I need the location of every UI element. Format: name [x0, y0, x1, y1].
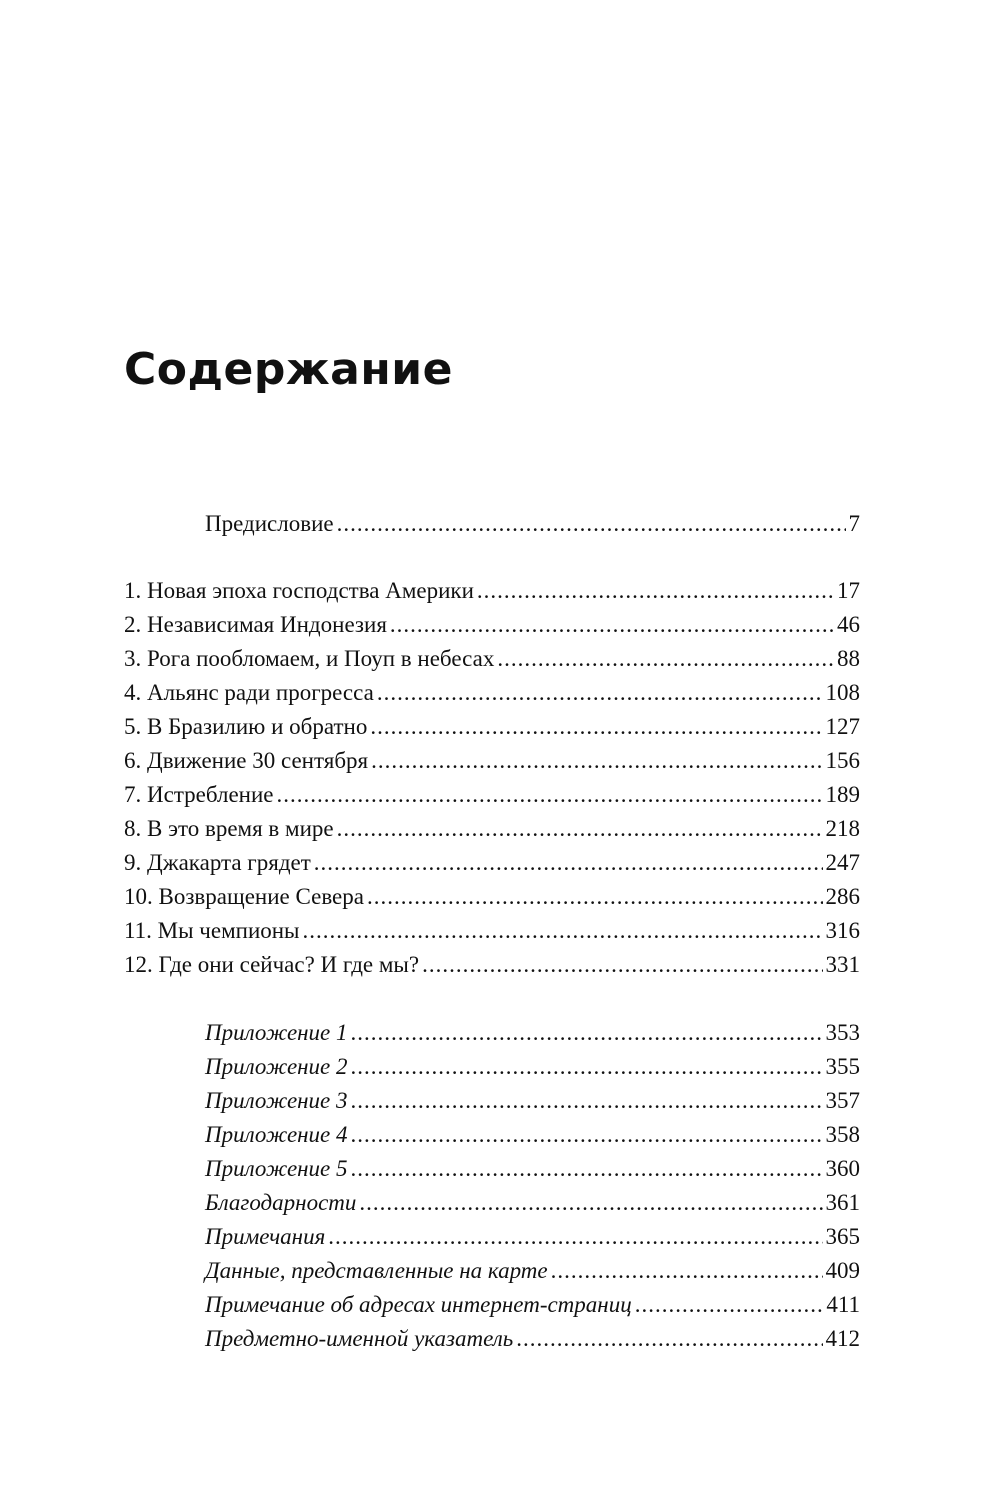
toc-entry-label: Примечания: [205, 1224, 326, 1249]
toc-entry-appendix-4: [205, 1118, 860, 1152]
toc-entry-chapter-9: [124, 846, 860, 880]
toc-entry-label: Предметно-именной указатель: [205, 1326, 514, 1351]
toc-entry-label: 7. Истребление: [124, 782, 274, 807]
dot-leader: [377, 676, 823, 710]
page-title: Содержание: [124, 344, 453, 395]
toc-entry-page: 88: [837, 646, 860, 671]
dot-leader: [351, 1118, 823, 1152]
toc-entry-acknowledgments: [205, 1186, 860, 1220]
dot-leader: [359, 1186, 822, 1220]
toc-entry-page: 247: [825, 850, 860, 875]
toc-entry-label: 8. В это время в мире: [124, 816, 334, 841]
toc-entry-label: Приложение 4: [205, 1122, 348, 1147]
toc-entry-label: Примечание об адресах интернет-страниц: [205, 1292, 632, 1317]
toc-entry-label: 2. Независимая Индонезия: [124, 612, 387, 637]
toc-entry-label: 4. Альянс ради прогресса: [124, 680, 374, 705]
toc-entry-page: 17: [837, 578, 860, 603]
dot-leader: [477, 574, 834, 608]
toc-entry-page: 365: [825, 1224, 860, 1249]
dot-leader: [351, 1084, 823, 1118]
dot-leader: [371, 744, 822, 778]
toc-entry-chapter-3: [124, 642, 860, 676]
dot-leader: [337, 812, 823, 846]
toc-entry-map-data: [205, 1254, 860, 1288]
dot-leader: [303, 914, 823, 948]
toc-entry-preface: [205, 507, 860, 541]
toc-entry-page: 46: [837, 612, 860, 637]
toc-entry-page: 189: [825, 782, 860, 807]
dot-leader: [367, 880, 823, 914]
toc-appendix-section: [205, 1016, 860, 1356]
toc-entry-page: 331: [825, 952, 860, 977]
toc-entry-chapter-6: [124, 744, 860, 778]
toc-entry-label: Приложение 2: [205, 1054, 348, 1079]
dot-leader: [277, 778, 823, 812]
toc-entry-label: Приложение 5: [205, 1156, 348, 1181]
dot-leader: [351, 1050, 823, 1084]
dot-leader: [314, 846, 823, 880]
toc-entry-label: 9. Джакарта грядет: [124, 850, 311, 875]
toc-entry-chapter-1: [124, 574, 860, 608]
toc-entry-web-addresses-note: [205, 1288, 860, 1322]
toc-entry-page: 355: [825, 1054, 860, 1079]
toc-entry-page: 357: [825, 1088, 860, 1113]
toc-entry-page: 361: [825, 1190, 860, 1215]
toc-entry-label: 11. Мы чемпионы: [124, 918, 300, 943]
toc-entry-label: Данные, представленные на карте: [205, 1258, 548, 1283]
toc-entry-label: 12. Где они сейчас? И где мы?: [124, 952, 420, 977]
toc-entry-appendix-5: [205, 1152, 860, 1186]
toc-entry-page: 156: [825, 748, 860, 773]
toc-entry-chapter-8: [124, 812, 860, 846]
toc-entry-label: Предисловие: [205, 511, 334, 536]
toc-entry-page: 360: [825, 1156, 860, 1181]
toc-entry-chapter-12: [124, 948, 860, 982]
toc-entry-index: [205, 1322, 860, 1356]
toc-entry-chapter-7: [124, 778, 860, 812]
toc-entry-label: 6. Движение 30 сентября: [124, 748, 369, 773]
toc-entry-chapter-5: [124, 710, 860, 744]
toc-entry-chapter-11: [124, 914, 860, 948]
toc-entry-page: 409: [825, 1258, 860, 1283]
toc-entry-page: 7: [848, 511, 860, 536]
dot-leader: [390, 608, 834, 642]
toc-entry-page: 108: [825, 680, 860, 705]
dot-leader: [351, 1016, 823, 1050]
toc-entry-appendix-2: [205, 1050, 860, 1084]
toc-entry-chapter-4: [124, 676, 860, 710]
toc-entry-page: 286: [825, 884, 860, 909]
dot-leader: [328, 1220, 822, 1254]
toc-entry-page: 358: [825, 1122, 860, 1147]
toc-entry-notes: [205, 1220, 860, 1254]
dot-leader: [497, 642, 834, 676]
toc-entry-page: 218: [825, 816, 860, 841]
toc-entry-label: Благодарности: [205, 1190, 357, 1215]
toc-entry-appendix-1: [205, 1016, 860, 1050]
toc-entry-page: 411: [826, 1292, 860, 1317]
toc-entry-chapter-10: [124, 880, 860, 914]
toc-chapters-section: [124, 574, 860, 982]
dot-leader: [351, 1152, 823, 1186]
toc-entry-page: 412: [825, 1326, 860, 1351]
toc-entry-page: 353: [825, 1020, 860, 1045]
toc-preface-section: [205, 507, 860, 541]
dot-leader: [422, 948, 822, 982]
dot-leader: [337, 507, 846, 541]
dot-leader: [516, 1322, 822, 1356]
toc-entry-label: 5. В Бразилию и обратно: [124, 714, 368, 739]
dot-leader: [370, 710, 822, 744]
dot-leader: [551, 1254, 823, 1288]
toc-entry-appendix-3: [205, 1084, 860, 1118]
toc-entry-label: 1. Новая эпоха господства Америки: [124, 578, 474, 603]
toc-entry-page: 127: [825, 714, 860, 739]
dot-leader: [635, 1288, 824, 1322]
toc-entry-label: Приложение 3: [205, 1088, 348, 1113]
toc-entry-label: 10. Возвращение Севера: [124, 884, 364, 909]
toc-entry-chapter-2: [124, 608, 860, 642]
toc-entry-label: Приложение 1: [205, 1020, 348, 1045]
toc-entry-label: 3. Рога пообломаем, и Поуп в небесах: [124, 646, 495, 671]
toc-entry-page: 316: [825, 918, 860, 943]
